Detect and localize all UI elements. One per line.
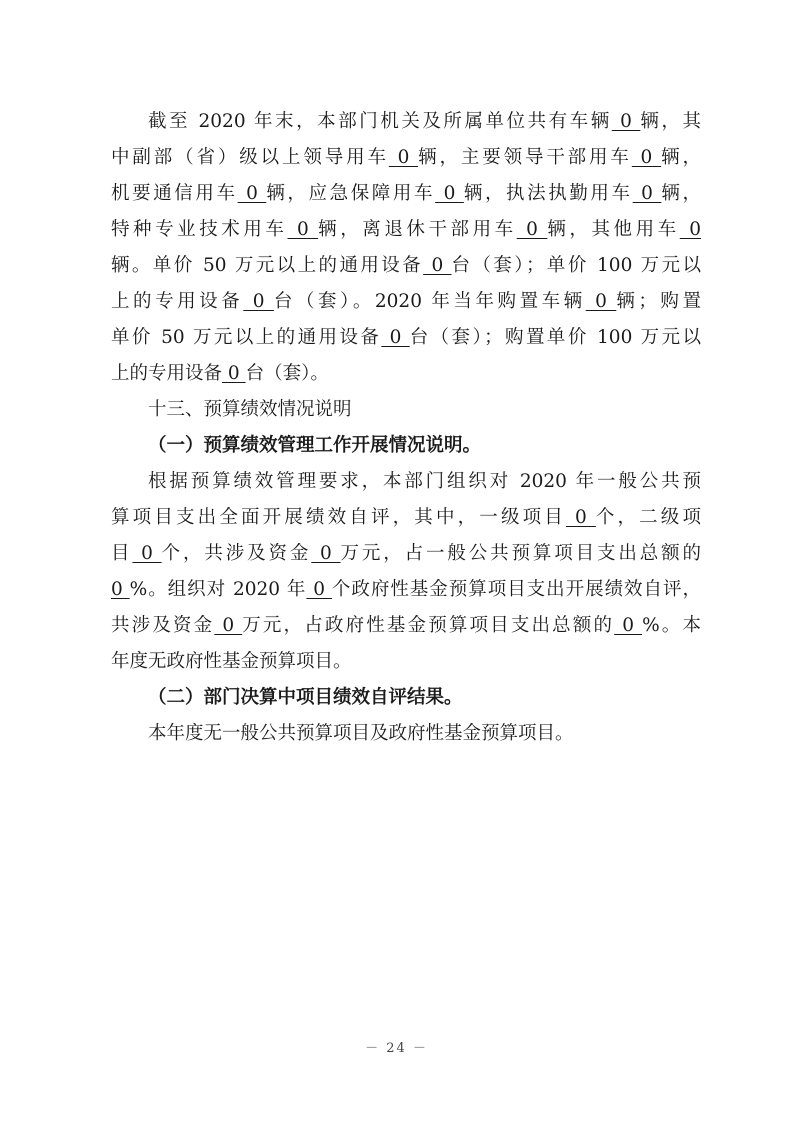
text-line: 目 0 个，共涉及资金 0 万元，占一般公共预算项目支出总额的 [111, 543, 701, 564]
text-line: 特种专业技术用车 0 辆，离退休干部用车 0 辆，其他用车 0 [111, 219, 701, 240]
section-heading: 十三、预算绩效情况说明 [148, 399, 352, 420]
text-line: 共涉及资金 0 万元，占政府性基金预算项目支出总额的 0 %。本 [111, 615, 701, 636]
underlined-value: 0 [243, 291, 274, 312]
document-body [111, 104, 701, 752]
text-line: 算项目支出全面开展绩效自评，其中，一级项目 0 个，二级项 [111, 507, 701, 528]
page-number: － 24 － [365, 1041, 428, 1056]
underlined-value: 0 [585, 291, 617, 312]
text-line: 截至 2020 年末，本部门机关及所属单位共有车辆 0 辆，其 [148, 111, 701, 132]
underlined-value: 0 [214, 615, 243, 636]
underlined-value: 0 [423, 255, 452, 276]
underlined-value: 0 [516, 219, 548, 240]
underlined-value: 0 [611, 111, 641, 132]
underlined-value: 0 [614, 615, 643, 636]
text-line: 上的专用设备 0 台（套）。 [111, 363, 329, 384]
text-line: 辆。单价 50 万元以上的通用设备 0 台（套）；单价 100 万元以 [111, 255, 701, 276]
underlined-value: 0 [111, 579, 130, 600]
result-paragraph [111, 716, 701, 752]
underlined-value: 0 [381, 327, 410, 348]
text-line: 机要通信用车 0 辆，应急保障用车 0 辆，执法执勤用车 0 辆， [111, 183, 701, 204]
underlined-value: 0 [311, 543, 341, 564]
underlined-value: 0 [631, 147, 662, 168]
text-line: 本年度无一般公共预算项目及政府性基金预算项目。 [148, 723, 574, 744]
performance-paragraph [111, 464, 701, 680]
text-line: 年度无政府性基金预算项目。 [111, 651, 352, 672]
subsection-heading-1: （一）预算绩效管理工作开展情况说明。 [148, 435, 482, 456]
underlined-value: 0 [222, 363, 246, 384]
text-line: 上的专用设备 0 台（套）。2020 年当年购置车辆 0 辆；购置 [111, 291, 701, 312]
underlined-value: 0 [565, 507, 596, 528]
text-line: 单价 50 万元以上的通用设备 0 台（套）；购置单价 100 万元以 [111, 327, 701, 348]
underlined-value: 0 [388, 147, 419, 168]
underlined-value: 0 [287, 219, 319, 240]
vehicle-paragraph [111, 104, 701, 392]
text-line: 0 %。组织对 2020 年 0 个政府性基金预算项目支出开展绩效自评， [111, 579, 701, 600]
underlined-value: 0 [237, 183, 267, 204]
underlined-value: 0 [679, 219, 701, 240]
text-line: 根据预算绩效管理要求，本部门组织对 2020 年一般公共预 [148, 471, 701, 492]
underlined-value: 0 [132, 543, 162, 564]
underlined-value: 0 [306, 579, 332, 600]
subsection-heading-2: （二）部门决算中项目绩效自评结果。 [148, 687, 463, 708]
underlined-value: 0 [632, 183, 662, 204]
underlined-value: 0 [435, 183, 464, 204]
text-line: 中副部（省）级以上领导用车 0 辆，主要领导干部用车 0 辆， [111, 147, 701, 168]
